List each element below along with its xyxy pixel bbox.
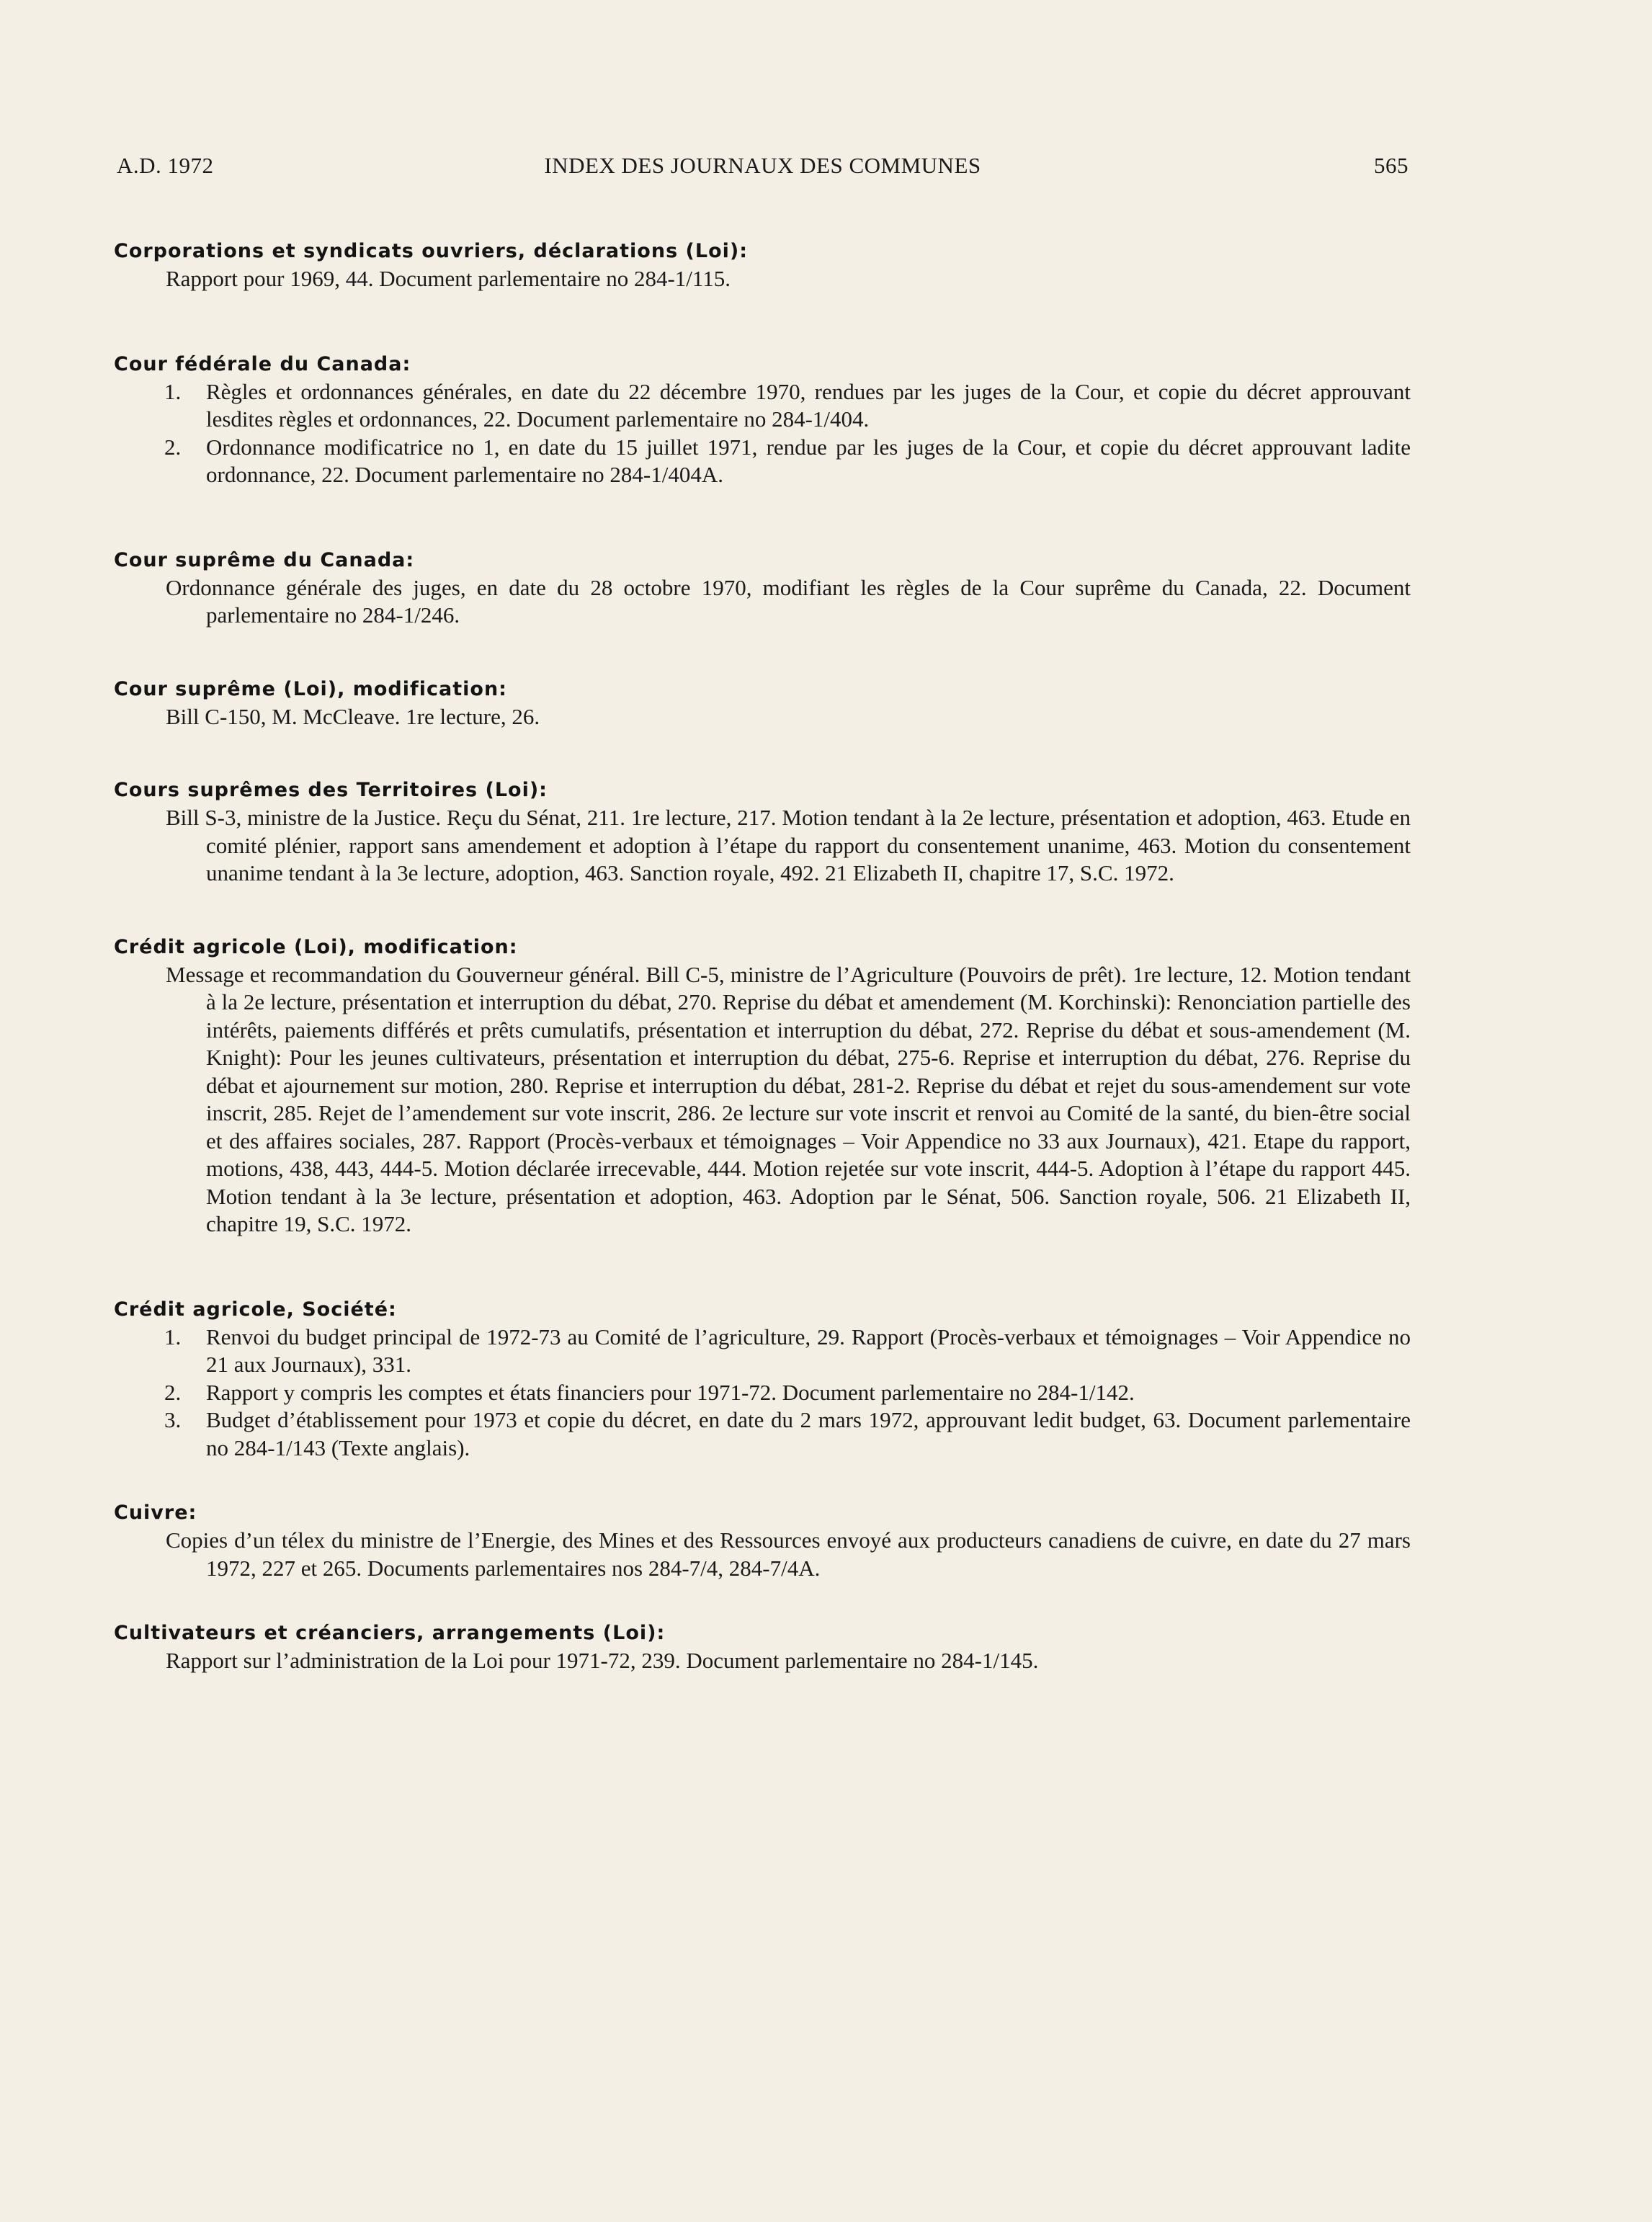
index-entry <box>114 547 1411 630</box>
index-entry <box>114 1620 1411 1675</box>
entry-text: Rapport pour 1969, 44. Document parlementaire no 284-1/115. <box>166 266 731 291</box>
numbered-list <box>114 378 1411 489</box>
list-item <box>114 434 1411 489</box>
item-number: 2. <box>164 434 182 460</box>
list-item <box>114 1379 1411 1407</box>
item-number: 1. <box>164 1324 182 1349</box>
index-entry <box>114 1296 1411 1463</box>
item-number: 1. <box>164 378 182 404</box>
entry-text: Ordonnance générale des juges, en date du 28 octobre 1970, modifiant les règles de la Cour suprême du Canada, 22. Document parlementaire no 284-1/246. <box>166 574 1411 628</box>
item-text: Règles et ordonnances générales, en date du 22 décembre 1970, rendues par les juges de la Cour, et copie du décret approuvant lesdites règles et ordonnances, 22. Document parlementaire no 284-1/404. <box>206 378 1411 432</box>
entry-text: Copies d’un télex du ministre de l’Energie, des Mines et des Ressources envoyé aux producteurs canadiens de cuivre, en date du 27 mars 1972, 227 et 265. Documents parlementaires nos 284-7/4, 284-7/4A. <box>166 1527 1411 1581</box>
index-entry <box>114 676 1411 731</box>
item-text: Renvoi du budget principal de 1972-73 au Comité de l’agriculture, 29. Rapport (Procès-verbaux et témoignages – Voir Appendice no 21 aux Journaux), 331. <box>206 1324 1411 1377</box>
entry-text: Message et recommandation du Gouverneur général. Bill C-5, ministre de l’Agriculture (Pouvoirs de prêt). 1re lecture, 12. Motion tendant à la 2e lecture, présentation et interruption du débat, 270. Reprise du débat et amendement (M. Korchinski): Renonciation partielle des intérêts, paiements différés et prêts cumulatifs, présentation et interruption du débat, 272. Reprise du débat et sous-amendement (M. Knight): Pour les jeunes cultivateurs, présentation et interruption du débat, 275-6. Reprise et interruption du débat, 276. Reprise du débat et ajournement sur motion, 280. Reprise et interruption du débat, 281-2. Reprise du débat et rejet du sous-amendement sur vote inscrit, 285. Rejet de l’amendement sur vote inscrit, 286. 2e lecture sur vote inscrit et renvoi au Comité de la santé, du bien-être social et des affaires sociales, 287. Rapport (Procès-verbaux et témoignages – Voir Appendice no 33 aux Journaux), 421. Etape du rapport, motions, 438, 443, 444-5. Motion déclarée irrecevable, 444. Motion rejetée sur vote inscrit, 444-5. Adoption à l’étape du rapport 445. Motion tendant à la 3e lecture, présentation et adoption, 463. Adoption par le Sénat, 506. Sanction royale, 506. 21 Elizabeth II, chapitre 19, S.C. 1972. <box>166 961 1411 1236</box>
index-entries <box>114 238 1411 1675</box>
item-text: Budget d’établissement pour 1973 et copie du décret, en date du 2 mars 1972, approuvant ledit budget, 63. Document parlementaire no 284-1/143 (Texte anglais). <box>206 1407 1411 1460</box>
item-number: 3. <box>164 1407 182 1432</box>
running-header <box>117 153 1408 184</box>
item-text: Rapport y compris les comptes et états financiers pour 1971-72. Document parlementaire no 284-1/142. <box>206 1379 1135 1405</box>
index-entry <box>114 777 1411 888</box>
index-entry <box>114 238 1411 293</box>
page-number: 565 <box>1374 153 1408 178</box>
entry-heading: Cour suprême (Loi), modification: <box>114 677 507 700</box>
item-text: Ordonnance modificatrice no 1, en date du 15 juillet 1971, rendue par les juges de la Cour, et copie du décret approuvant ladite ordonnance, 22. Document parlementaire no 284-1/404A. <box>206 434 1411 487</box>
item-number: 2. <box>164 1379 182 1405</box>
header-title: INDEX DES JOURNAUX DES COMMUNES <box>544 153 981 178</box>
entry-heading: Cour fédérale du Canada: <box>114 352 411 375</box>
entry-heading: Crédit agricole, Société: <box>114 1298 397 1321</box>
entry-heading: Cours suprêmes des Territoires (Loi): <box>114 779 548 801</box>
list-item <box>114 1406 1411 1462</box>
entry-heading: Crédit agricole (Loi), modification: <box>114 935 518 958</box>
index-entry <box>114 1499 1411 1582</box>
entry-heading: Cultivateurs et créanciers, arrangements (Loi): <box>114 1622 666 1644</box>
entry-heading: Corporations et syndicats ouvriers, déclarations (Loi): <box>114 240 749 262</box>
entry-text: Bill S-3, ministre de la Justice. Reçu du Sénat, 211. 1re lecture, 217. Motion tendant à la 2e lecture, présentation et adoption, 463. Etude en comité plénier, rapport sans amendement et adoption à l’étape du rapport du consentement unanime, 463. Motion du consentement unanime tendant à la 3e lecture, adoption, 463. Sanction royale, 492. 21 Elizabeth II, chapitre 17, S.C. 1972. <box>166 805 1411 885</box>
numbered-list <box>114 1324 1411 1463</box>
list-item <box>114 378 1411 434</box>
entry-heading: Cuivre: <box>114 1502 197 1524</box>
entry-text: Bill C-150, M. McCleave. 1re lecture, 26. <box>166 703 540 729</box>
list-item <box>114 1324 1411 1379</box>
index-entry <box>114 934 1411 1239</box>
header-year: A.D. 1972 <box>117 153 214 178</box>
entry-text: Rapport sur l’administration de la Loi pour 1971-72, 239. Document parlementaire no 284-1/145. <box>166 1648 1039 1673</box>
index-entry <box>114 351 1411 489</box>
entry-heading: Cour suprême du Canada: <box>114 548 415 571</box>
